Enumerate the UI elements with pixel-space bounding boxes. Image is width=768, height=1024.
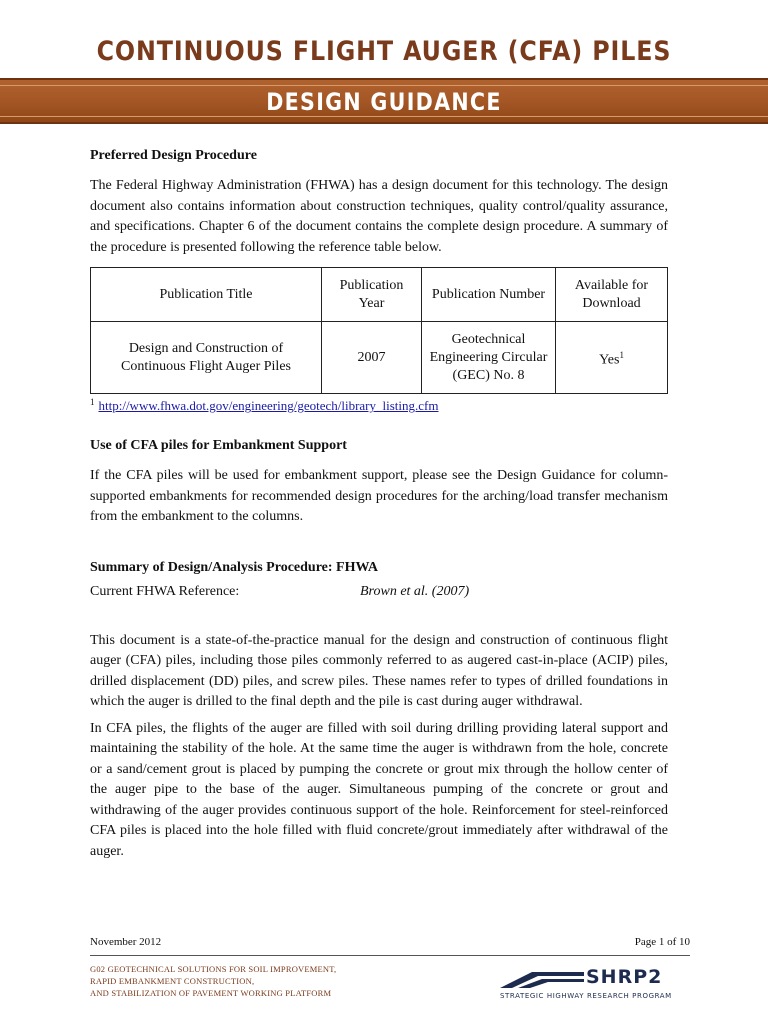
cell-available: Yes$^1$ bbox=[556, 322, 668, 394]
footer-project-notes: G02 GEOTECHNICAL SOLUTIONS FOR SOIL IMPROVEMENT, RAPID EMBANKMENT CONSTRUCTION, AND STABILIZATION OF PAVEMENT WORKING PLATFORM bbox=[90, 964, 337, 998]
title-banner bbox=[0, 78, 768, 124]
footer-divider bbox=[90, 955, 690, 956]
table-header-row bbox=[91, 268, 668, 322]
reference-label: Current FHWA Reference: bbox=[90, 583, 240, 599]
current-reference-row bbox=[90, 581, 668, 603]
paragraph-intro: The Federal Highway Administration (FHWA) has a design document for this technology. The design document also contains information about construction techniques, quality control/quality assurance, and specifications. Chapter 6 of the document contains the complete design procedure. A summary of the procedure is presented following the reference table below. bbox=[90, 178, 668, 255]
cell-title: Design and Construction of Continuous Flight Auger Piles bbox=[91, 322, 322, 394]
reference-value: Brown et al. (2007) bbox=[360, 583, 470, 599]
cell-year: 2007 bbox=[322, 322, 422, 394]
footnote bbox=[90, 394, 668, 414]
paragraph-embankment: If the CFA piles will be used for embankment support, please see the Design Guidance for column-supported embankments for recommended design procedures for the arching/load transfer mechanism from the embankment to the columns. bbox=[90, 468, 668, 525]
header-publication-title: Publication Title bbox=[91, 268, 322, 322]
document-title: CONTINUOUS FLIGHT AUGER (CFA) PILES bbox=[96, 36, 672, 67]
cell-number: Geotechnical Engineering Circular (GEC) No. 8 bbox=[422, 322, 556, 394]
reference-table bbox=[90, 267, 668, 394]
highway-swoosh-icon bbox=[498, 966, 588, 990]
section-heading-preferred-procedure: Preferred Design Procedure bbox=[90, 148, 257, 163]
header-publication-number: Publication Number bbox=[422, 268, 556, 322]
footer-page-number: Page 1 of 10 bbox=[634, 936, 690, 948]
document-body bbox=[90, 146, 668, 862]
table-row bbox=[91, 322, 668, 394]
shrp2-logo bbox=[498, 966, 694, 1002]
paragraph-summary-2: In CFA piles, the flights of the auger are filled with soil during drilling providing lateral support and maintaining the stability of the hole. At the same time the auger is withdrawn from the hole, concrete or a sand/cement grout is placed by pumping the concrete or grout mix through the hollow center of the auger pipe to the base of the auger. Simultaneous pumping of the concrete or grout and withdrawing of the auger provides continuous support of the hole. Reinforcement for steel-reinforced CFA piles is placed into the hole filled with fluid concrete/grout immediately after withdrawal of the auger. bbox=[90, 720, 668, 859]
fhwa-library-link[interactable]: http://www.fhwa.dot.gov/engineering/geotech/library_listing.cfm bbox=[98, 398, 439, 414]
header-available-download: Available for Download bbox=[556, 268, 668, 322]
footer-date: November 2012 bbox=[90, 936, 162, 948]
section-heading-embankment-support: Use of CFA piles for Embankment Support bbox=[90, 438, 347, 454]
logo-subtitle: STRATEGIC HIGHWAY RESEARCH PROGRAM bbox=[500, 992, 672, 1000]
header-publication-year: Publication Year bbox=[322, 268, 422, 322]
footnote-mark: 1 bbox=[90, 397, 95, 407]
logo-text: SHRP2 bbox=[586, 966, 663, 988]
paragraph-summary-1: This document is a state-of-the-practice manual for the design and construction of continuous flight auger (CFA) piles, including those piles commonly referred to as augered cast-in-place (ACIP) piles, drilled displacement (DD) piles, and screw piles. These names refer to types of drilled foundations in which the auger is drilled to the final depth and the pile is cast during auger withdrawal. bbox=[90, 632, 668, 710]
banner-subtitle: DESIGN GUIDANCE bbox=[266, 88, 502, 116]
section-heading-summary: Summary of Design/Analysis Procedure: FHWA bbox=[90, 559, 379, 575]
